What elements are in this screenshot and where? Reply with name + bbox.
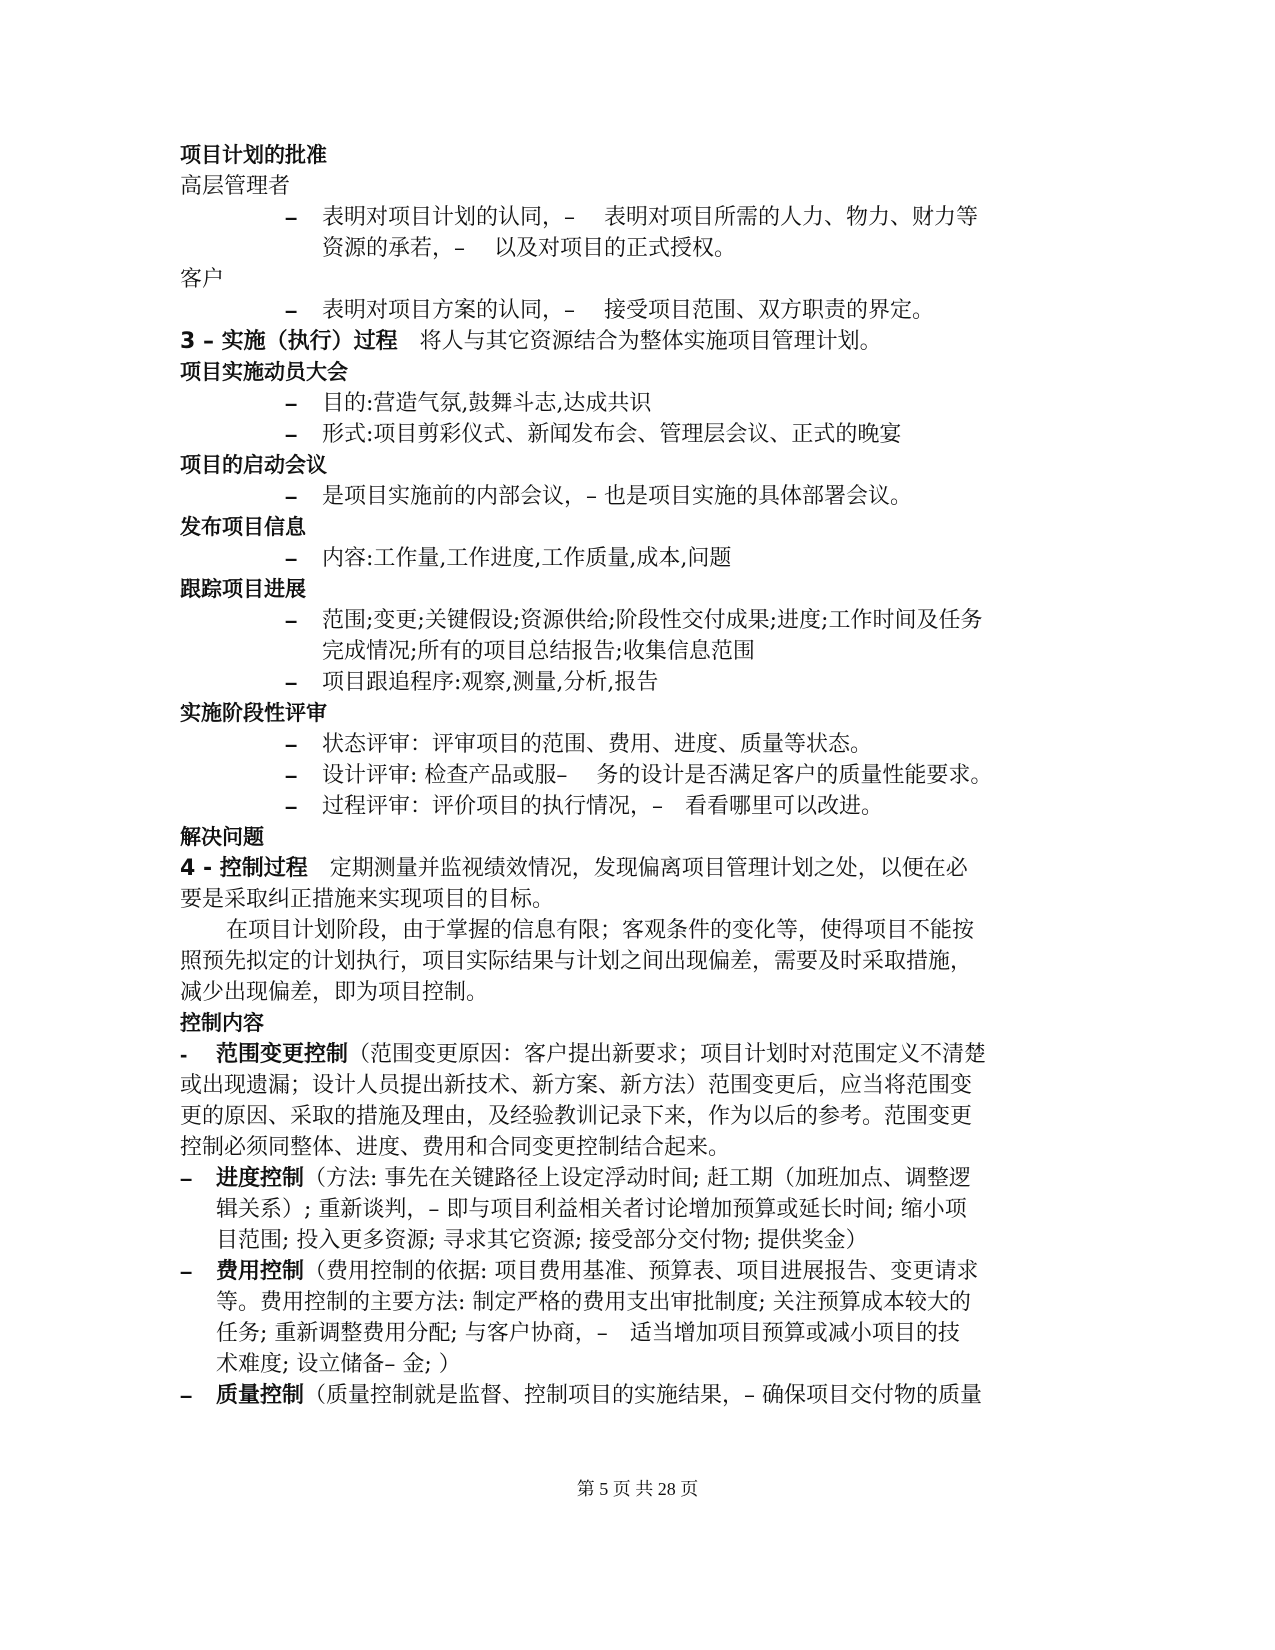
label-senior-management: 高层管理者 [180,174,291,199]
list-item [180,295,1040,326]
control-item-cost [180,1256,1040,1380]
list-item-text: 项目跟追程序:观察,测量,分析,报告 [322,670,659,695]
control-text: 辑关系）; 重新谈判，– 即与项目利益相关者讨论增加预算或延长时间; 缩小项 [216,1197,967,1222]
control-text: 术难度; 设立储备– 金; ） [216,1352,461,1377]
control-item-quality [180,1380,1040,1411]
section-3-title: 3 – 实施（执行）过程 [180,329,398,354]
control-title: 费用控制 [216,1259,305,1284]
control-text: （费用控制的依据: 项目费用基准、预算表、项目进展报告、变更请求 [304,1259,979,1284]
section-3-desc: 将人与其它资源结合为整体实施项目管理计划。 [397,329,882,354]
heading-control-content: 控制内容 [180,1011,264,1035]
control-text: （质量控制就是监督、控制项目的实施结果，– 确保项目交付物的质量 [304,1383,983,1408]
control-title: 范围变更控制 [216,1042,349,1067]
dash-marker: – [285,670,298,695]
control-text: 等。费用控制的主要方法: 制定严格的费用支出审批制度; 关注预算成本较大的 [216,1290,971,1315]
paragraph-line: 减少出现偏差，即为项目控制。 [180,980,489,1005]
dash-marker: – [285,298,298,323]
dash-marker: – [180,1166,193,1191]
list-item [180,202,1040,264]
dash-marker: – [285,794,298,819]
section-3-heading [180,326,1040,357]
paragraph-line: 照预先拟定的计划执行，项目实际结果与计划之间出现偏差，需要及时采取措施， [180,949,973,974]
list-item [180,791,1040,822]
dash-marker: – [285,732,298,757]
list-item-text: 资源的承若，– 以及对项目的正式授权。 [322,236,736,261]
heading-solve-problems: 解决问题 [180,825,264,849]
control-title: 进度控制 [216,1166,305,1191]
list-item [180,388,1040,419]
list-item-text: 表明对项目方案的认同，– 接受项目范围、双方职责的界定。 [322,298,934,323]
hyphen-marker: - [180,1042,188,1067]
list-item [180,481,1040,512]
list-item [180,760,1040,791]
dash-marker: – [180,1259,193,1284]
section-4-title: 4 - 控制过程 [180,856,308,881]
control-text: 或出现遗漏；设计人员提出新技术、新方案、新方法）范围变更后，应当将范围变 [180,1073,973,1098]
dash-marker: – [285,763,298,788]
heading-publish-info: 发布项目信息 [180,515,306,539]
list-item-text: 内容:工作量,工作进度,工作质量,成本,问题 [322,546,732,571]
list-item [180,543,1040,574]
heading-track-progress: 跟踪项目进展 [180,577,306,601]
list-item-text: 完成情况;所有的项目总结报告;收集信息范围 [322,639,755,664]
label-client: 客户 [180,267,225,292]
control-text: （方法: 事先在关键路径上设定浮动时间; 赶工期（加班加点、调整逻 [304,1166,971,1191]
list-item-text: 是项目实施前的内部会议，– 也是项目实施的具体部署会议。 [322,484,912,509]
dash-marker: – [285,205,298,230]
list-item [180,419,1040,450]
control-text: 控制必须同整体、进度、费用和合同变更控制结合起来。 [180,1135,731,1160]
dash-marker: – [285,546,298,571]
list-item-text: 目的:营造气氛,鼓舞斗志,达成共识 [322,391,652,416]
document-page [180,140,1040,1411]
list-item-text: 表明对项目计划的认同，– 表明对项目所需的人力、物力、财力等 [322,205,978,230]
dash-marker: – [285,608,298,633]
heading-kickoff: 项目的启动会议 [180,453,327,477]
section-4-desc-cont: 要是采取纠正措施来实现项目的目标。 [180,887,555,912]
control-text: 目范围; 投入更多资源; 寻求其它资源; 接受部分交付物; 提供奖金） [216,1228,868,1253]
list-item [180,667,1040,698]
control-item-schedule [180,1163,1040,1256]
list-item-text: 过程评审：评价项目的执行情况，– 看看哪里可以改进。 [322,794,884,819]
list-item-text: 设计评审: 检查产品或服– 务的设计是否满足客户的质量性能要求。 [322,763,993,788]
list-item-text: 形式:项目剪彩仪式、新闻发布会、管理层会议、正式的晚宴 [322,422,902,447]
section-4-heading [180,853,1040,884]
dash-marker: – [285,484,298,509]
control-text: 任务; 重新调整费用分配; 与客户协商，– 适当增加项目预算或减小项目的技 [216,1321,960,1346]
list-item [180,605,1040,667]
heading-rally: 项目实施动员大会 [180,360,348,384]
control-item-scope [180,1039,1040,1070]
section-4-desc: 定期测量并监视绩效情况，发现偏离项目管理计划之处，以便在必 [307,856,968,881]
dash-marker: – [285,422,298,447]
paragraph-line: 在项目计划阶段，由于掌握的信息有限；客观条件的变化等，使得项目不能按 [226,918,975,943]
list-item-text: 状态评审：评审项目的范围、费用、进度、质量等状态。 [322,732,873,757]
control-title: 质量控制 [216,1383,305,1408]
page-number-footer: 第 5 页 共 28 页 [576,1479,699,1499]
heading-plan-approval: 项目计划的批准 [180,143,327,167]
control-text: （范围变更原因：客户提出新要求；项目计划时对范围定义不清楚 [348,1042,987,1067]
heading-phase-review: 实施阶段性评审 [180,701,327,725]
dash-marker: – [180,1383,193,1408]
list-item [180,729,1040,760]
control-text: 更的原因、采取的措施及理由，及经验教训记录下来，作为以后的参考。范围变更 [180,1104,973,1129]
list-item-text: 范围;变更;关键假设;资源供给;阶段性交付成果;进度;工作时间及任务 [322,608,983,633]
dash-marker: – [285,391,298,416]
